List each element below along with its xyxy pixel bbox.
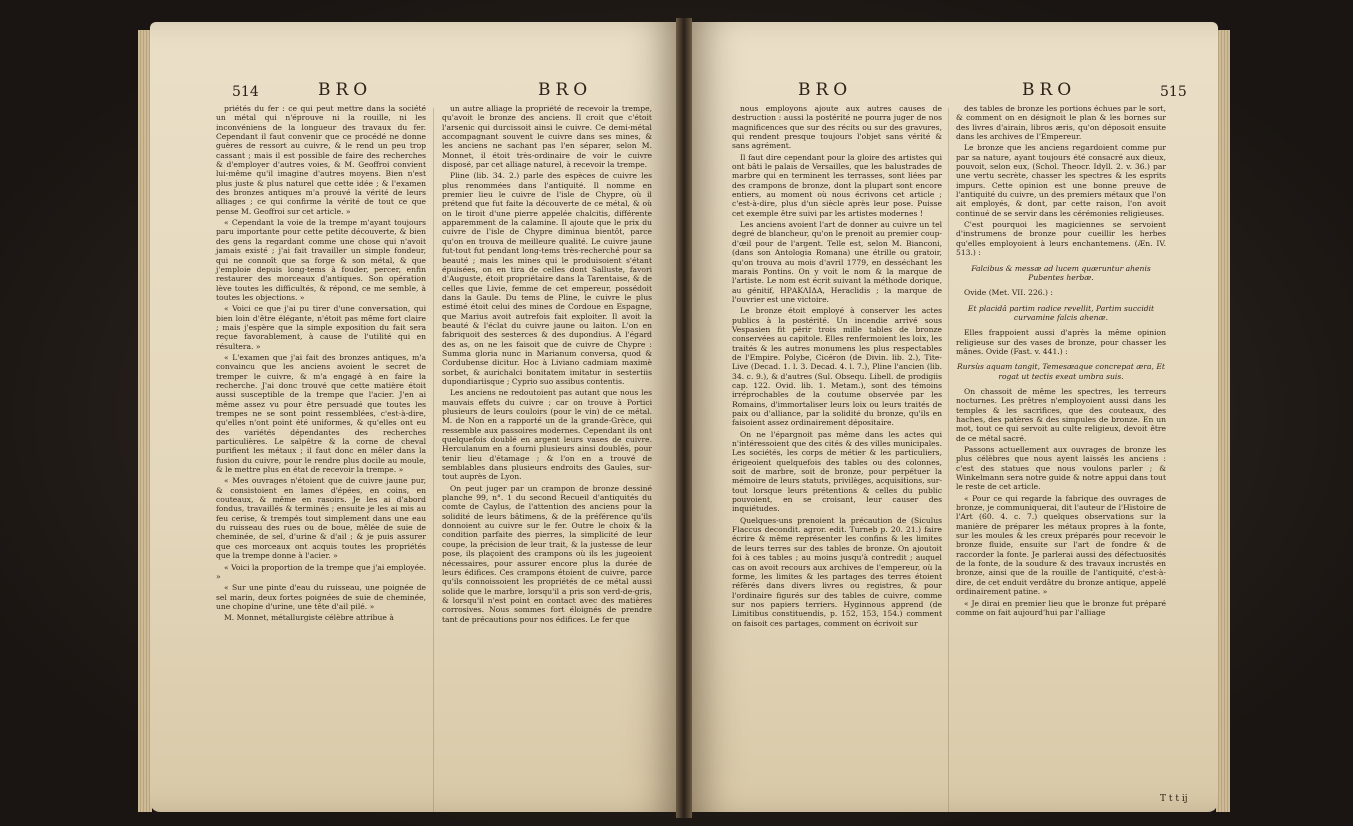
text-column-1 (216, 104, 426, 625)
page-number: 514 (232, 84, 259, 100)
paragraph: Les anciens ne redoutoient pas autant que nous les mauvais effets du cuivre ; car on trouve à Portici plusieurs de leurs couloirs (pour le vin) de ce métal. M. de Non en a rapporté un de la grande-Grèce, qui ressemble aux passoires modernes. Cependant ils ont quelquefois doublé en argent leurs vases de cuivre. Herculanum en a fourni plusieurs ainsi doublés, pour tenir lieu d'étamage ; & l'on en a trouvé de semblables dans plusieurs endroits des Gaules, sur-tout auprès de Lyon. (442, 388, 652, 482)
paragraph: On chassoit de même les spectres, les terreurs nocturnes. Les prêtres n'employoient aussi dans les temples & les sacrifices, que des couteaux, des haches, des patères & des simpules de bronze. En un mot, tout ce qui servoit au culte religieux, devoit être de ce métal sacré. (956, 386, 1166, 443)
paragraph: Elles frappoient aussi d'après la même opinion religieuse sur des vases de bronze, pour chasser les mânes. Ovide (Fast. v. 441.) : (956, 328, 1166, 356)
paragraph: « Sur une pinte d'eau du ruisseau, une poignée de sel marin, deux fortes poignées de suie de cheminée, une chopine d'urine, une tête d'ail pilé. » (216, 583, 426, 611)
left-page (150, 22, 678, 812)
paragraph: « L'examen que j'ai fait des bronzes antiques, m'a convaincu que les anciens avoient le secret de tremper le cuivre, & m'a engagé à en faire la recherche. J'ai donc trouvé que cette matière étoit aussi susceptible de la trempe que l'acier. J'en ai même assez vu pour être persuadé que toutes les trempes ne se sont point ressemblées, c'est-à-dire, qu'elles n'ont point été uniformes, & qu'elles ont eu des variétés dépendantes des recherches particulières. Le salpêtre & la corne de cheval purifient les métaux ; il faut donc en mêler dans la fusion du cuivre, pour le rendre plus docile au moule, & le mettre plus en état de recevoir la trempe. » (216, 352, 426, 475)
column-rule (948, 108, 949, 812)
running-head-right: BRO (538, 80, 593, 100)
paragraph: Le bronze que les anciens regardoient comme pur par sa nature, ayant toujours été consacré aux dieux, pouvoit, selon eux, (Schol. Theocr. Idyll. 2. v. 36.) par une vertu secrète, chasser les spectres & les esprits impurs. Cette opinion est une bonne preuve de l'antiquité du cuivre, un des premiers métaux que l'on ait employés, & dont, par cette raison, l'on avoit continué de se servir dans les cérémonies religieuses. (956, 143, 1166, 218)
latin-quotation: Rursùs aquam tangit, Temesæaque concrepat æra, Et rogat ut tectis exeat umbra suis. (957, 362, 1165, 381)
paragraph: « Voici ce que j'ai pu tirer d'une conversation, qui bien loin d'être élégante, n'étoit pas même fort claire ; mais j'espère que la simple exposition du fait sera reçue favorablement, à cause de l'utilité qui en résultera. » (216, 304, 426, 351)
paragraph: On ne l'épargnoit pas même dans les actes qui n'intéressoient que des cités & des villes municipales. Les sociétés, les corps de métier & les particuliers, érigeoient quelquefois des tables ou des colonnes, soit de marbre, soit de bronze, pour perpétuer la mémoire de leurs statuts, privilèges, acquisitions, sur-tout lorsque leurs prétentions & celles du public pouvoient, en se croisant, leur causer des inquiétudes. (732, 429, 942, 514)
paragraph: Le bronze étoit employé à conserver les actes publics à la postérité. Un incendie arrivé sous Vespasien fit périr trois mille tables de bronze conservées au capitole. Elles renfermoient les loix, les traités & les autres monumens les plus respectables de l'Empire. Polybe, Cicéron (de Divin. lib. 2.), Tite-Live (Decad. 1. l. 3. Decad. 4. l. 7.), Pline l'ancien (lib. 34. c. 9.), & d'autres (Sul. Obsequ. Libell. de prodigiis cap. 122. Ovid. lib. 1. Metam.), sont des témoins irréprochables de la coutume observée par les Romains, d'immortaliser leurs loix ou leurs traités de paix ou d'alliance, par la solidité du bronze, qu'ils en faisoient assez ordinairement dépositaire. (732, 306, 942, 428)
paragraph: « Mes ouvrages n'étoient que de cuivre jaune pur, & consistoient en lames d'épées, en coins, en couteaux, & même en rasoirs. Je les ai d'abord fondus, travaillés & terminés ; ensuite je les ai mis au feu cerise, & trempés tout simplement dans une eau du ruisseau des rues ou de boue, mêlée de suie de cheminée, de sel, d'urine & d'ail ; & je puis assurer que ces morceaux ont acquis toutes les propriétés que la trempe donne à l'acier. » (216, 476, 426, 561)
running-head-left: BRO (798, 80, 853, 100)
text-column-2 (442, 104, 652, 626)
paragraph: Il faut dire cependant pour la gloire des artistes qui ont bâti le palais de Versailles, que les balustrades de marbre qui en terminent les terrasses, sont liées par des crampons de bronze, dont la plupart sont encore entiers, au moment où nous écrivons cet article ; c'est-à-dire, plus d'un siècle après leur pose. Puisse cet exemple être suivi par les artistes modernes ! (732, 152, 942, 218)
page-number: 515 (1160, 84, 1187, 100)
paragraph: M. Monnet, métallurgiste célèbre attribue à (224, 613, 394, 623)
running-head-right: BRO (1022, 80, 1077, 100)
text-column-2 (956, 104, 1166, 619)
signature-mark: T t t ij (1160, 794, 1188, 804)
paragraph: Les anciens avoient l'art de donner au cuivre un tel degré de blancheur, qu'on le prenoit au premier coup-d'œil pour de l'argent. Telle est, selon M. Bianconi, (dans son Antologia Romana) une étrille ou gratoir, qu'on trouva au mois d'avril 1779, en desséchant les marais Pontins. On y voit le nom & la marque de l'artiste. Le nom est écrit suivant la méthode dorique, au génitif, ΗΡΑΚΛΙΔΑ, Heraclidis ; la marque de l'ouvrier est une victoire. (732, 220, 942, 304)
paragraph: « Cependant la voie de la trempe m'ayant toujours paru importante pour cette petite découverte, & bien des gens la regardant comme une chose qui n'avoit jamais existé ; j'ai fait travailler un simple fondeur, qui ne connoît que sa forge & son métal, & que j'emploie depuis long-tems à fouder, percer, enfin restaurer des morceaux d'antiques. Son opération lève toutes les difficultés, & répond, ce me semble, à toutes les objections. » (216, 218, 426, 302)
paragraph: Ovide (Met. VII. 226.) : (964, 288, 1053, 298)
book-gutter (676, 18, 692, 818)
latin-quotation: Et placidâ partim radice revellit, Partim succidit curvamine falcis ahenæ. (967, 303, 1155, 322)
paragraph: « Je dirai en premier lieu que le bronze fut préparé comme on fait aujourd'hui par l'alliage (956, 598, 1166, 617)
paragraph: « Pour ce qui regarde la fabrique des ouvrages de bronze, je communiquerai, dit l'auteur de l'Histoire de l'Art (60. 4. c. 7.) quelques observations sur la manière de préparer les métaux propres à la fonte, sur les moules & les creux préparés pour recevoir le bronze fluide, ensuite sur l'art de fondre & de raccorder la fonte. Je parlerai aussi des défectuosités de la fonte, de la soudure & des travaux incrustés en bronze, ainsi que de la rouille de l'antiquité, c'est-à-dire, de cet enduit verdâtre du bronze antique, appelé ordinairement patine. » (956, 493, 1166, 597)
right-page (690, 22, 1218, 812)
paragraph: On peut juger par un crampon de bronze dessiné planche 99, n°. 1 du second Recueil d'antiquités du comte de Caylus, de l'attention des anciens pour la solidité de leurs bâtimens, & de la préférence qu'ils donnoient au cuivre sur le fer. Outre le choix & la condition parfaite des pierres, la simplicité de leur coupe, la précision de leur trait, & la justesse de leur pose, ils plaçoient des crampons où ils les jugeoient nécessaires, pour assurer encore plus la durée de leurs édifices. Ces crampons étoient de cuivre, parce qu'ils connoissoient les propriétés de ce métal aussi solide que le marbre, lorsqu'il a pris son verd-de-gris, & lorsqu'il n'est point en contact avec des matières corrosives. Nous sommes fort éloignés de prendre tant de précautions pour nos édifices. Le fer que (442, 483, 652, 624)
running-head-left: BRO (318, 80, 373, 100)
column-rule (433, 108, 434, 812)
paragraph: Quelques-uns prenoient la précaution de (Siculus Flaccus decondit. agror. edit. Turneb p. 20. 21.) faire écrire & même représenter les confins & les limites de leurs terres sur des tables de bronze. On ajoutoit foi à ces tables ; au moins jusqu'à contredit ; auquel cas on avoit recours aux archives de l'empereur, où la forme, les limites & les partages des terres étoient réfèrés dans divers livres ou registres, & pour l'ordinaire figurés sur des tables de cuivre, comme sur nos papiers terriers. Hyginnous apprend (de Limitibus constituendis, p. 152, 153, 154.) comment on faisoit ces partages, comment on écrivoit sur (732, 515, 942, 628)
paragraph: des tables de bronze les portions échues par le sort, & comment on en désignoit le plan & les bornes sur des livres d'airain, libros æris, qu'on déposoit ensuite dans les archives de l'Empereur. (956, 104, 1166, 142)
text-column-1 (732, 104, 942, 630)
paragraph: C'est pourquoi les magiciennes se servoient d'instrumens de bronze pour cueillir les herbes qu'elles employoient à leurs enchantemens. (Æn. IV. 513.) : (956, 220, 1166, 258)
right-page-edges (1216, 30, 1230, 812)
paragraph: nous employons ajoute aux autres causes de destruction : aussi la postérité ne pourra juger de nos magnificences que sur des récits ou sur des gravures, qui rendent presque toujours l'objet sans vérité & sans agrément. (732, 104, 942, 151)
paragraph: Passons actuellement aux ouvrages de bronze les plus célèbres que nous ayent laissés les anciens : c'est des statues que nous voulons parler ; & Winkelmann sera notre guide & notre appui dans tout le reste de cet article. (956, 445, 1166, 492)
latin-quotation: Falcibus & messæ ad lucem quæruntur ahenis Pubentes herbæ. (971, 263, 1151, 282)
paragraph: priétés du fer : ce qui peut mettre dans la société un métal qui n'éprouve ni la rouille, ni les inconvéniens de la longueur des travaux du fer. Cependant il faut convenir que ce procédé ne donne guères de ressort au cuivre, & le rend un peu trop cassant ; mais il est possible de faire des recherches & d'employer d'autres voies, & M. Geoffroi convient lui-même qu'il imagine d'autres moyens. Bien n'est plus juste & plus naturel que cette idée ; & l'examen des bronzes antiques m'a prouvé la vérité de leurs alliages ; ce qui confirme la vérité de tout ce que pense M. Geoffroi sur cet article. » (216, 104, 426, 216)
paragraph: « Voici la proportion de la trempe que j'ai employée. » (216, 562, 426, 581)
paragraph: un autre alliage la propriété de recevoir la trempe, qu'avoit le bronze des anciens. Il croit que c'étoit l'arsenic qui durcissoit ainsi le cuivre. Ce demi-métal accompagnant souvent le cuivre dans ses mines, & les anciens ne sachant pas l'en séparer, selon M. Monnet, il étoit très-ordinaire de voir le cuivre disposé, par cet alliage naturel, à recevoir la trempe. (442, 104, 652, 170)
paragraph: Pline (lib. 34. 2.) parle des espèces de cuivre les plus renommées dans l'antiquité. Il nomme en premier lieu le cuivre de l'isle de Chypre, où il prétend que fut faite la découverte de ce métal, & où on le tiroit d'une pierre appelée chalcitis, différente apparemment de la calamine. Il ajoute que le prix du cuivre de l'isle de Chypre diminua bientôt, parce qu'on en trouva de meilleure qualité. Le cuivre jaune fut-tout fut pendant long-tems très-recherché pour sa beauté ; mais les mines qui le produisoient s'étant épuisées, on en tira de celles dont Salluste, favori d'Auguste, étoit propriétaire dans la Tarentaise, & de celles que Livie, femme de cet empereur, possédoit dans la Gaule. Du tems de Pline, le cuivre le plus estimé étoit celui des mines de Cordoue en Espagne, que Marius avoit autrefois fait exploiter. Il avoit la beauté & l'éclat du cuivre jaune ou laiton. L'on en fabriquoit des sesterces & des dupondius. A l'égard des as, on ne les faisoit que de cuivre de Chypre : Summa gloria nunc in Marianum conversa, quod & Cordubense dicitur. Hoc à Liviano cadmiam maximè sorbet, & aurichalci bonitatem imitatur in sestertiis dupondiariisque ; Cyprio suo assibus contentis. (442, 171, 652, 386)
